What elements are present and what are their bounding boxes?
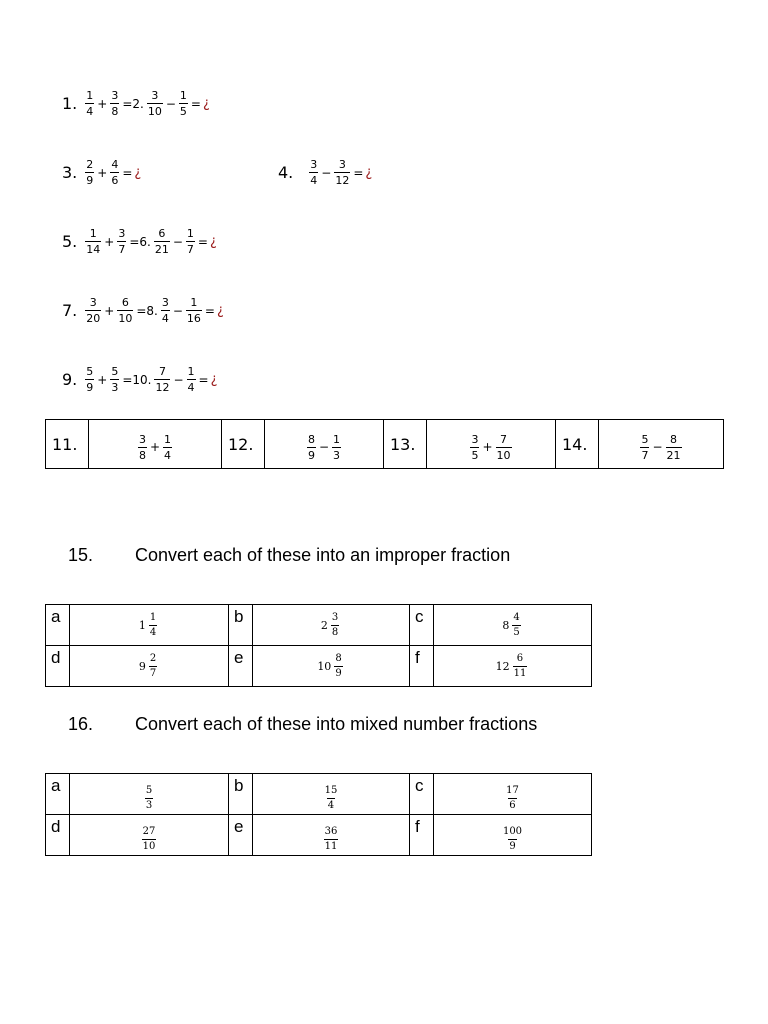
item-label: f bbox=[410, 646, 434, 687]
problem-4 bbox=[278, 159, 372, 186]
operator: − bbox=[652, 440, 663, 454]
fraction: $\frac{5}{3}$ bbox=[145, 784, 153, 811]
fraction: $\frac{8}{9}$ bbox=[335, 652, 342, 679]
fraction: $\frac{3}{5}$ bbox=[471, 432, 479, 462]
fraction: $\frac{1}{3}$ bbox=[333, 432, 341, 462]
answer-placeholder: ¿ bbox=[216, 303, 224, 318]
fraction: $\frac{1}{4}$ bbox=[164, 432, 172, 462]
problem-cell bbox=[427, 420, 556, 469]
fraction: $\frac{2}{9}$ bbox=[86, 158, 94, 187]
equals: = bbox=[122, 165, 133, 180]
problem-number: 12. bbox=[222, 420, 265, 469]
fraction: $\frac{3}{8}$ bbox=[111, 89, 119, 118]
operator: + bbox=[104, 303, 115, 318]
item-label: d bbox=[46, 815, 70, 856]
problem-7 bbox=[62, 297, 224, 324]
fraction: $\frac{5}{3}$ bbox=[111, 365, 119, 394]
mixed-number-cell bbox=[434, 646, 592, 687]
table-row bbox=[46, 815, 592, 856]
problems-11-14-table bbox=[45, 419, 724, 469]
table-row bbox=[46, 646, 592, 687]
operator: − bbox=[165, 96, 176, 111]
operator: + bbox=[104, 234, 115, 249]
problem-cell bbox=[265, 420, 384, 469]
item-label: a bbox=[46, 605, 70, 646]
operator: − bbox=[173, 372, 184, 387]
mixed-number-cell bbox=[253, 646, 410, 687]
question-number: 15. bbox=[68, 545, 94, 565]
question-16-heading bbox=[68, 714, 537, 735]
equals: =6. bbox=[129, 234, 151, 249]
answer-placeholder: ¿ bbox=[210, 372, 218, 387]
mixed-number-cell bbox=[434, 605, 592, 646]
fraction: $\frac{5}{7}$ bbox=[641, 432, 649, 462]
operator: + bbox=[149, 440, 161, 454]
equals: =10. bbox=[122, 372, 152, 387]
whole-number: 12 bbox=[495, 659, 510, 673]
problem-number: 9. bbox=[62, 370, 78, 389]
answer-placeholder: ¿ bbox=[365, 165, 373, 180]
fraction: $\frac{3}{10}$ bbox=[147, 89, 162, 118]
fraction: $\frac{27}{10}$ bbox=[142, 825, 156, 852]
problem-number: 4. bbox=[278, 163, 294, 182]
equals: = bbox=[204, 303, 215, 318]
whole-number: 10 bbox=[317, 659, 332, 673]
problem-9 bbox=[62, 366, 218, 393]
table-row bbox=[46, 774, 592, 815]
mixed-number-cell bbox=[70, 605, 229, 646]
item-label: e bbox=[229, 646, 253, 687]
question-text: Convert each of these into an improper fraction bbox=[135, 545, 511, 565]
fraction: $\frac{3}{4}$ bbox=[161, 296, 169, 325]
improper-fraction-cell bbox=[70, 774, 229, 815]
improper-fraction-cell bbox=[70, 815, 229, 856]
fraction: $\frac{1}{4}$ bbox=[149, 611, 157, 638]
problem-cell bbox=[89, 420, 222, 469]
improper-fraction-cell bbox=[253, 815, 410, 856]
fraction: $\frac{4}{6}$ bbox=[111, 158, 119, 187]
mixed-number-cell bbox=[253, 605, 410, 646]
fraction: $\frac{1}{5}$ bbox=[179, 89, 187, 118]
improper-fraction-table bbox=[45, 604, 592, 687]
problem-1 bbox=[62, 90, 210, 117]
equals: = bbox=[190, 96, 201, 111]
equals: = bbox=[197, 234, 208, 249]
item-label: a bbox=[46, 774, 70, 815]
item-label: c bbox=[410, 774, 434, 815]
answer-placeholder: ¿ bbox=[134, 165, 142, 180]
mixed-number-table bbox=[45, 773, 592, 856]
fraction: $\frac{100}{9}$ bbox=[502, 825, 523, 852]
fraction: $\frac{2}{7}$ bbox=[149, 652, 157, 679]
fraction: $\frac{8}{21}$ bbox=[666, 432, 681, 462]
problem-3 bbox=[62, 159, 141, 186]
problem-number: 7. bbox=[62, 301, 78, 320]
fraction: $\frac{3}{7}$ bbox=[118, 227, 126, 256]
problem-number: 5. bbox=[62, 232, 78, 251]
problem-5 bbox=[62, 228, 217, 255]
fraction: $\frac{36}{11}$ bbox=[324, 825, 338, 852]
problem-number: 14. bbox=[556, 420, 599, 469]
operator: − bbox=[318, 440, 330, 454]
fraction: $\frac{6}{11}$ bbox=[513, 652, 527, 679]
fraction: $\frac{1}{4}$ bbox=[86, 89, 94, 118]
operator: + bbox=[97, 96, 108, 111]
fraction: $\frac{3}{8}$ bbox=[138, 432, 146, 462]
improper-fraction-cell bbox=[253, 774, 410, 815]
whole-number: 9 bbox=[138, 659, 146, 673]
operator: − bbox=[172, 234, 183, 249]
item-label: e bbox=[229, 815, 253, 856]
item-label: c bbox=[410, 605, 434, 646]
question-number: 16. bbox=[68, 714, 94, 734]
problem-number: 3. bbox=[62, 163, 78, 182]
operator: − bbox=[321, 165, 332, 180]
answer-placeholder: ¿ bbox=[209, 234, 217, 249]
fraction: $\frac{3}{12}$ bbox=[335, 158, 350, 187]
whole-number: 1 bbox=[138, 618, 146, 632]
question-text: Convert each of these into mixed number fractions bbox=[135, 714, 538, 734]
mixed-number-cell bbox=[70, 646, 229, 687]
fraction: $\frac{3}{8}$ bbox=[331, 611, 339, 638]
table-row bbox=[46, 420, 724, 469]
fraction: $\frac{4}{5}$ bbox=[513, 611, 520, 638]
fraction: $\frac{6}{21}$ bbox=[154, 227, 169, 256]
fraction: $\frac{7}{12}$ bbox=[155, 365, 170, 394]
operator: + bbox=[97, 372, 108, 387]
operator: − bbox=[172, 303, 183, 318]
question-15-heading bbox=[68, 545, 510, 566]
item-label: d bbox=[46, 646, 70, 687]
equals: =2. bbox=[122, 96, 144, 111]
fraction: $\frac{1}{16}$ bbox=[186, 296, 201, 325]
fraction: $\frac{3}{20}$ bbox=[86, 296, 101, 325]
problem-number: 13. bbox=[384, 420, 427, 469]
whole-number: 8 bbox=[502, 618, 510, 632]
equals: = bbox=[198, 372, 209, 387]
improper-fraction-cell bbox=[434, 815, 592, 856]
fraction: $\frac{3}{4}$ bbox=[310, 158, 318, 187]
item-label: b bbox=[229, 774, 253, 815]
item-label: b bbox=[229, 605, 253, 646]
problem-number: 1. bbox=[62, 94, 78, 113]
table-row bbox=[46, 605, 592, 646]
fraction: $\frac{17}{6}$ bbox=[506, 784, 519, 811]
improper-fraction-cell bbox=[434, 774, 592, 815]
problem-number: 11. bbox=[46, 420, 89, 469]
fraction: $\frac{6}{10}$ bbox=[118, 296, 133, 325]
fraction: $\frac{1}{7}$ bbox=[186, 227, 194, 256]
equals: = bbox=[353, 165, 364, 180]
fraction: $\frac{7}{10}$ bbox=[496, 432, 511, 462]
fraction: $\frac{15}{4}$ bbox=[324, 784, 338, 811]
fraction: $\frac{1}{4}$ bbox=[187, 365, 195, 394]
equals: =8. bbox=[136, 303, 158, 318]
fraction: $\frac{8}{9}$ bbox=[307, 432, 315, 462]
problem-cell bbox=[599, 420, 724, 469]
fraction: $\frac{1}{14}$ bbox=[86, 227, 101, 256]
operator: + bbox=[97, 165, 108, 180]
whole-number: 2 bbox=[320, 618, 328, 632]
answer-placeholder: ¿ bbox=[202, 96, 210, 111]
fraction: $\frac{5}{9}$ bbox=[86, 365, 94, 394]
item-label: f bbox=[410, 815, 434, 856]
operator: + bbox=[482, 440, 493, 454]
